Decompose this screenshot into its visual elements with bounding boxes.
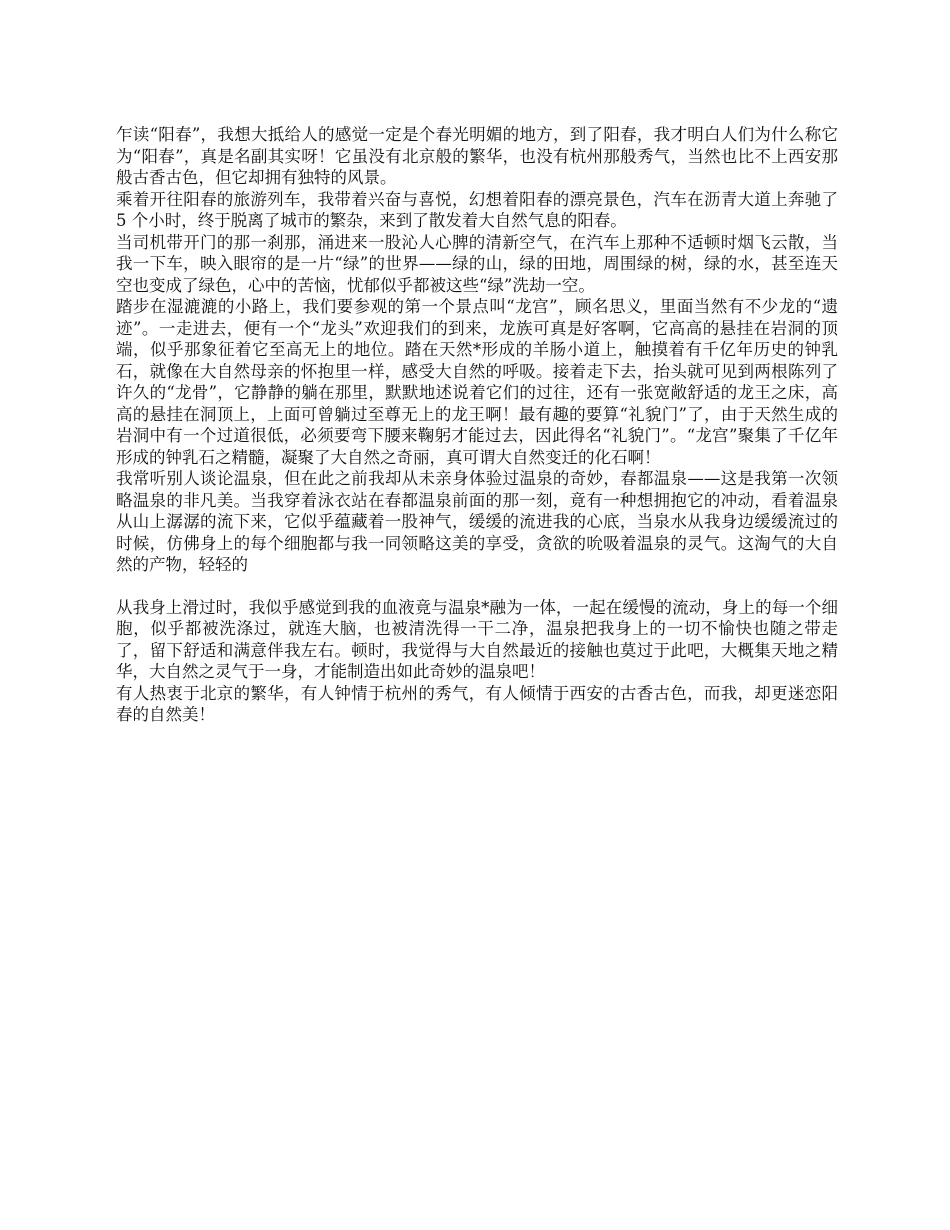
paragraph-arrival: 当司机带开门的那一刹那，涌进来一股沁人心脾的清新空气，在汽车上那种不适顿时烟飞云散，当我一下车，映入眼帘的是一片“绿”的世界——绿的山，绿的田地，周围绿的树，绿的水，甚至连天空也变成了绿色，心中的苦恼，忧郁似乎都被这些“绿”洗劫一空。 — [116, 232, 838, 295]
paragraph-hot-spring-continued: 从我身上滑过时，我似乎感觉到我的血液竟与温泉*融为一体，一起在缓慢的流动，身上的每一个细胞，似乎都被洗涤过，就连大脑，也被清洗得一干二净，温泉把我身上的一切不愉快也随之带走了，留下舒适和满意伴我左右。顿时，我觉得与大自然最近的接触也莫过于此吧，大概集天地之精华，大自然之灵气于一身，才能制造出如此奇妙的温泉吧！ — [116, 597, 838, 681]
document-body — [116, 124, 838, 726]
paragraph-dragon-palace: 踏步在湿漉漉的小路上，我们要参观的第一个景点叫“龙宫”，顾名思义，里面当然有不少龙的“遗迹”。一走进去，便有一个“龙头”欢迎我们的到来，龙族可真是好客啊，它高高的悬挂在岩洞的顶端，似乎那象征着它至高无上的地位。踏在天然*形成的羊肠小道上，触摸着有千亿年历史的钟乳石，就像在大自然母亲的怀抱里一样，感受大自然的呼吸。接着走下去，抬头就可见到两根陈列了许久的“龙骨”，它静静的躺在那里，默默地述说着它们的过往，还有一张宽敞舒适的龙王之床，高高的悬挂在洞顶上，上面可曾躺过至尊无上的龙王啊！最有趣的要算“礼貌门”了，由于天然生成的岩洞中有一个过道很低，必须要弯下腰来鞠躬才能过去，因此得名“礼貌门”。“龙宫”聚集了千亿年形成的钟乳石之精髓，凝聚了大自然之奇丽，真可谓大自然变迁的化石啊！ — [116, 297, 838, 467]
paragraph-hot-spring: 我常听别人谈论温泉，但在此之前我却从未亲身体验过温泉的奇妙，春都温泉——这是我第一次领略温泉的非凡美。当我穿着泳衣站在春都温泉前面的那一刻，竟有一种想拥抱它的冲动，看着温泉从山上潺潺的流下来，它似乎蕴藏着一股神气，缓缓的流进我的心底，当泉水从我身边缓缓流过的时候，仿佛身上的每个细胞都与我一同领略这美的享受，贪欲的吮吸着温泉的灵气。这淘气的大自然的产物，轻轻的 — [116, 469, 838, 574]
paragraph-conclusion: 有人热衷于北京的繁华，有人钟情于杭州的秀气，有人倾情于西安的古香古色，而我，却更迷恋阳春的自然美！ — [116, 683, 838, 724]
paragraph-intro: 乍读“阳春”，我想大抵给人的感觉一定是个春光明媚的地方，到了阳春，我才明白人们为什么称它为“阳春”，真是名副其实呀！它虽没有北京般的繁华，也没有杭州那般秀气，当然也比不上西安那般古香古色，但它却拥有独特的风景。 — [116, 125, 838, 187]
paragraph-gap — [116, 576, 838, 597]
paragraph-journey: 乘着开往阳春的旅游列车，我带着兴奋与喜悦，幻想着阳春的漂亮景色，汽车在沥青大道上奔驰了 5 个小时，终于脱离了城市的繁杂，来到了散发着大自然气息的阳春。 — [116, 189, 838, 230]
